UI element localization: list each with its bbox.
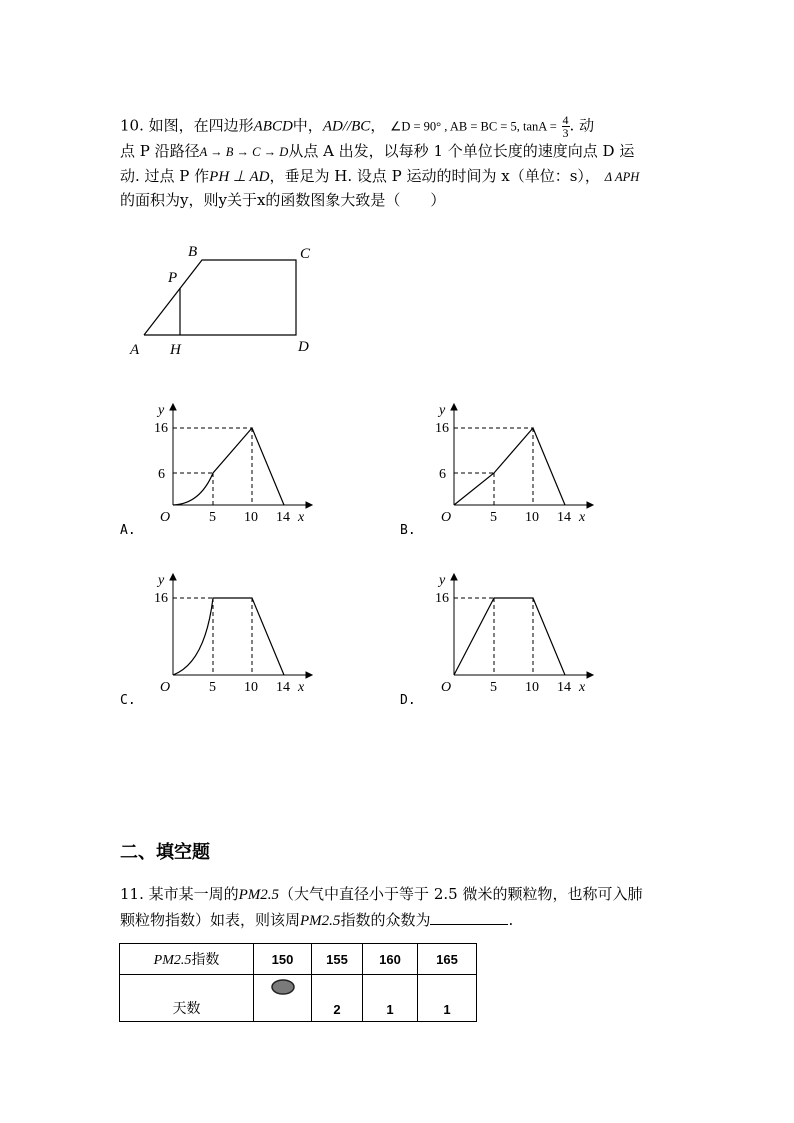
triangle-name: Δ APH xyxy=(604,170,640,184)
x-tick-5: 5 xyxy=(209,680,216,695)
table-row xyxy=(120,975,477,1022)
x-tick-14: 14 xyxy=(276,680,290,695)
q11-text: 11. 某市某一周的 xyxy=(120,885,239,903)
y-tick-6: 6 xyxy=(439,467,446,482)
x-tick-10: 10 xyxy=(525,680,539,695)
label-b: B xyxy=(188,244,198,260)
y-tick-16: 16 xyxy=(435,421,449,436)
origin-label: O xyxy=(160,680,171,695)
origin-label: O xyxy=(441,680,452,695)
option-b-label: B. xyxy=(400,523,416,538)
quad-name: ABCD xyxy=(253,118,293,135)
q11-text: （大气中直径小于等于 2.5 微米的颗粒物，也称可入肺 xyxy=(279,885,643,903)
trapezoid-figure xyxy=(120,238,330,362)
q10-line-4 xyxy=(120,190,445,210)
value-cell: 155 xyxy=(312,944,363,975)
x-arrow-icon xyxy=(306,672,312,678)
x-arrow-icon xyxy=(306,502,312,508)
curve-d xyxy=(454,598,565,675)
q11-text: . xyxy=(508,911,514,929)
y-label: y xyxy=(158,573,165,588)
answer-blank[interactable] xyxy=(430,910,508,925)
curve-b xyxy=(454,428,565,505)
q10-text: 中， xyxy=(292,116,323,135)
x-tick-14: 14 xyxy=(557,510,571,525)
option-c-label: C. xyxy=(120,693,136,708)
tan-fraction xyxy=(562,114,570,139)
table-row xyxy=(120,944,477,975)
label-c: C xyxy=(300,246,311,262)
graph-d xyxy=(421,568,601,698)
curve-a xyxy=(173,428,284,505)
x-arrow-icon xyxy=(587,672,593,678)
x-tick-10: 10 xyxy=(525,510,539,525)
x-arrow-icon xyxy=(587,502,593,508)
y-arrow-icon xyxy=(170,404,176,410)
pm-term: PM2.5 xyxy=(238,887,280,903)
tan-numerator: 4 xyxy=(562,113,569,127)
days-label-cell: 天数 xyxy=(120,975,254,1022)
perpendicular-condition: PH ⊥ AD xyxy=(209,169,270,185)
parallel-condition: AD//BC xyxy=(322,118,371,135)
q10-line-2 xyxy=(120,141,634,162)
q11-text: 颗粒物指数）如表，则该周 xyxy=(120,911,301,929)
header-label-cell xyxy=(120,944,254,975)
x-tick-14: 14 xyxy=(276,510,290,525)
pm-table xyxy=(119,943,477,1022)
x-label: x xyxy=(298,680,305,695)
x-tick-14: 14 xyxy=(557,680,571,695)
x-tick-5: 5 xyxy=(209,510,216,525)
y-tick-6: 6 xyxy=(158,467,165,482)
curve-c xyxy=(173,598,284,675)
q10-text: ，垂足为 H. 设点 P 运动的时间为 x（单位：s）， xyxy=(269,167,600,185)
label-a: A xyxy=(130,342,140,358)
y-tick-16: 16 xyxy=(154,421,168,436)
x-tick-10: 10 xyxy=(244,510,258,525)
graph-b xyxy=(421,398,601,528)
header-suffix: 指数 xyxy=(191,952,220,968)
y-arrow-icon xyxy=(451,404,457,410)
path-expression: A → B → C → D xyxy=(199,145,289,159)
label-p: P xyxy=(168,270,178,286)
y-tick-16: 16 xyxy=(435,591,449,606)
q10-line-3 xyxy=(120,166,639,187)
origin-label: O xyxy=(441,510,452,525)
option-a-label: A. xyxy=(120,523,136,538)
count-cell: 1 xyxy=(363,975,418,1022)
label-h: H xyxy=(170,342,181,358)
q11-text: 指数的众数为 xyxy=(340,911,431,929)
x-label: x xyxy=(579,680,586,695)
section-title: 二、填空题 xyxy=(120,842,210,863)
q10-text: 动. 过点 P 作 xyxy=(120,167,210,185)
y-arrow-icon xyxy=(451,574,457,580)
x-label: x xyxy=(298,510,305,525)
q10-line-1 xyxy=(120,114,594,139)
y-label: y xyxy=(158,403,165,418)
q10-text: 的面积为y，则y关于x的函数图象大致是（ ） xyxy=(120,191,446,209)
option-d-label: D. xyxy=(400,693,416,708)
count-cell: 1 xyxy=(418,975,477,1022)
y-label: y xyxy=(439,573,446,588)
y-tick-16: 16 xyxy=(154,591,168,606)
y-arrow-icon xyxy=(170,574,176,580)
pm-term: PM2.5 xyxy=(153,953,192,968)
graph-a xyxy=(140,398,320,528)
ink-blot-icon xyxy=(270,978,296,996)
value-cell: 160 xyxy=(363,944,418,975)
smudge-cell xyxy=(254,975,312,1022)
q11-line-1 xyxy=(120,884,642,905)
value-cell: 150 xyxy=(254,944,312,975)
origin-label: O xyxy=(160,510,171,525)
value-cell: 165 xyxy=(418,944,477,975)
graph-c xyxy=(140,568,320,698)
q10-text: 10. 如图，在四边形 xyxy=(120,116,254,135)
pm-term: PM2.5 xyxy=(300,913,341,929)
tan-denominator: 3 xyxy=(562,126,569,140)
x-tick-5: 5 xyxy=(490,680,497,695)
q11-line-2 xyxy=(120,910,513,931)
x-tick-5: 5 xyxy=(490,510,497,525)
q10-text: 点 P 沿路径 xyxy=(120,142,200,160)
q10-text: . 动 xyxy=(569,116,595,135)
label-d: D xyxy=(298,339,309,355)
x-label: x xyxy=(579,510,586,525)
q10-text: 从点 A 出发，以每秒 1 个单位长度的速度向点 D 运 xyxy=(288,142,635,160)
trapezoid-outline xyxy=(144,260,296,335)
count-cell: 2 xyxy=(312,975,363,1022)
angle-condition: ∠D = 90° , AB = BC = 5, tanA = xyxy=(390,119,557,134)
x-tick-10: 10 xyxy=(244,680,258,695)
q10-text: ， xyxy=(370,116,386,135)
y-label: y xyxy=(439,403,446,418)
